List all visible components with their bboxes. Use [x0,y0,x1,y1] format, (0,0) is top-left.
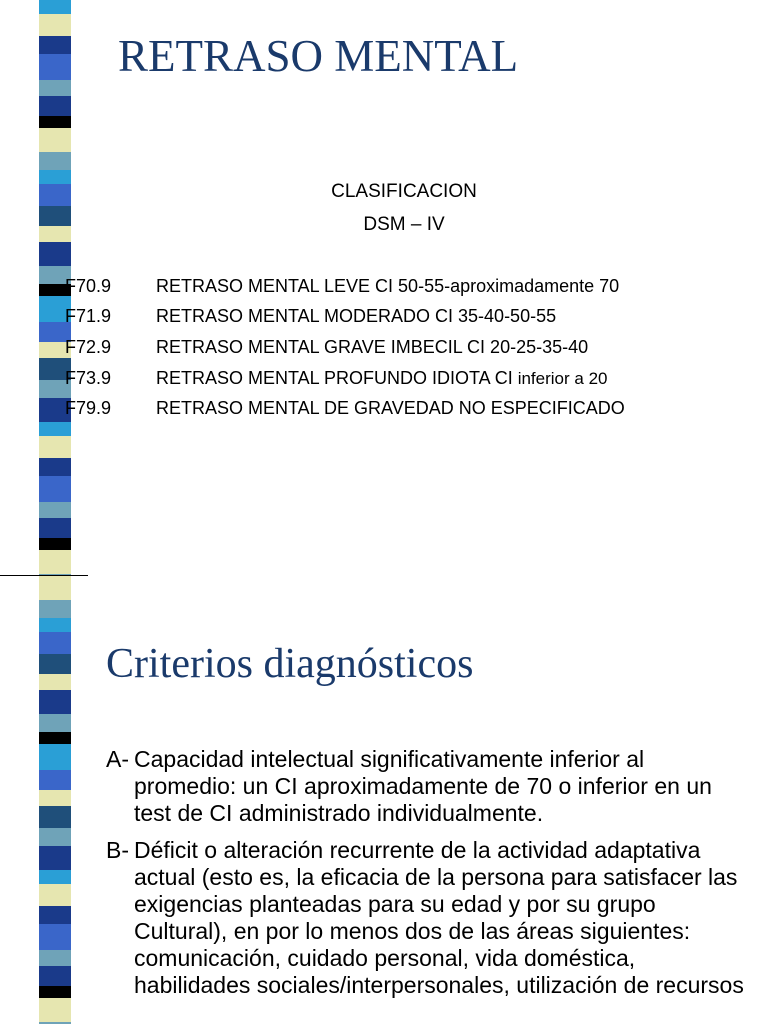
strip-square [39,0,71,14]
row-description: RETRASO MENTAL MODERADO CI 35-40-50-55 [156,306,557,326]
strip-square [39,422,71,436]
row-code: F70.9 [65,276,112,296]
strip-square [39,576,71,600]
row-code: F73.9 [65,368,112,388]
strip-square [39,770,71,790]
strip-square [39,128,71,152]
strip-square [39,966,71,986]
strip-square [39,54,71,80]
strip-square [39,674,71,690]
strip-square [39,846,71,870]
criterion-item [106,746,746,827]
criterion-label: B- [106,837,129,863]
decorative-strip [0,576,70,1024]
subtitle-dsm: DSM – IV [363,214,445,235]
strip-square [39,538,71,550]
strip-square [39,518,71,538]
strip-square [39,924,71,950]
strip-square [39,476,71,502]
strip-square [39,436,71,458]
strip-square [39,828,71,846]
strip-square [39,80,71,96]
row-description: RETRASO MENTAL LEVE CI 50-55-aproximadamente 70 [156,276,620,296]
row-description: RETRASO MENTAL DE GRAVEDAD NO ESPECIFICADO [156,398,625,418]
criterion-text: Déficit o alteración recurrente de la actividad adaptativa actual (esto es, la eficacia de la persona para satisfacer las exigencias planteadas para su edad y por su grupo Cultural), en por lo menos dos de las áreas siguientes: comunicación, cuidado personal, vida doméstica, habilidades sociales/interpersonales, utilización de recursos [134,837,744,998]
row-code: F71.9 [65,306,112,326]
slide-title: RETRASO MENTAL [118,31,519,81]
criterion-item [106,837,746,999]
criterion-label: A- [106,746,129,772]
strip-square [39,116,71,128]
strip-square [39,806,71,828]
strip-square [39,618,71,632]
strip-square [39,458,71,476]
criterion-text: Capacidad intelectual significativamente inferior al promedio: un CI aproximadamente de 70 o inferior en un test de CI administrado individualmente. [134,746,712,826]
strip-square [39,600,71,618]
criteria-list [106,746,746,1009]
strip-square [39,732,71,744]
row-description: RETRASO MENTAL GRAVE IMBECIL CI 20-25-35-40 [156,337,589,357]
strip-square [39,884,71,906]
strip-square [39,998,71,1022]
strip-square [39,36,71,54]
strip-square [39,790,71,806]
strip-square [39,14,71,36]
strip-square [39,690,71,714]
strip-square [39,632,71,654]
row-code: F72.9 [65,337,112,357]
strip-square [39,96,71,116]
strip-square [39,550,71,574]
row-description: RETRASO MENTAL PROFUNDO IDIOTA CI inferior a 20 [156,368,608,388]
subtitle-clasificacion: CLASIFICACION [331,181,477,202]
strip-square [39,714,71,732]
strip-square [39,906,71,924]
row-code: F79.9 [65,398,112,418]
strip-square [39,654,71,674]
strip-square [39,950,71,966]
strip-square [39,744,71,770]
strip-square [39,152,71,170]
slide-criteria [0,576,768,1024]
decorative-strip [0,0,70,576]
strip-square [39,986,71,998]
slide-title: Criterios diagnósticos [106,641,474,687]
strip-square [39,242,71,266]
strip-square [39,502,71,518]
strip-square [39,870,71,884]
